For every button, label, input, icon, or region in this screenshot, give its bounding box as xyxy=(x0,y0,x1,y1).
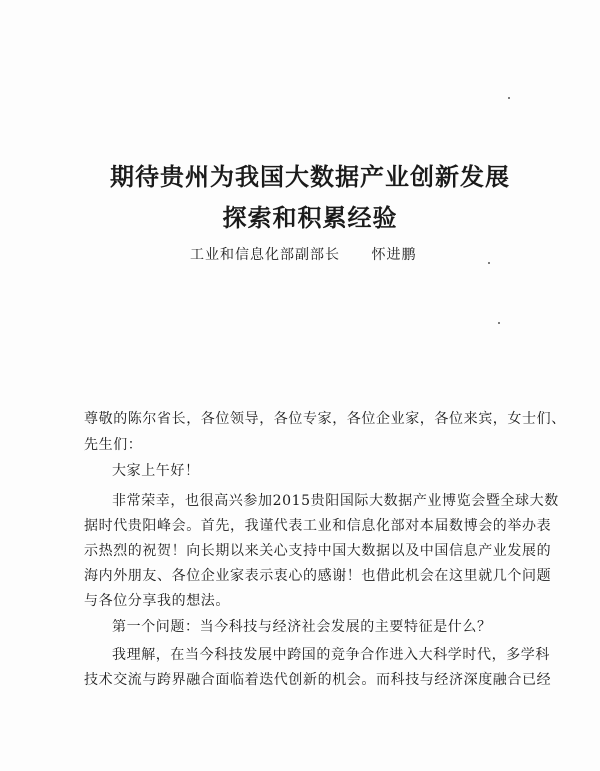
author-name: 怀进鹏 xyxy=(371,247,417,263)
paragraph-line: 技术交流与跨界融合面临着迭代创新的机会。而科技与经济深度融合已经 xyxy=(84,672,552,688)
salutation-line-1: 尊敬的陈尔省长，各位领导，各位专家，各位企业家，各位来宾，女士们、 xyxy=(84,411,566,427)
greeting-line: 大家上午好！ xyxy=(112,463,200,479)
scan-speck xyxy=(488,262,490,264)
byline xyxy=(190,244,416,264)
paragraph-line: 我理解，在当今科技发展中跨国的竞争合作进入大科学时代，多学科 xyxy=(112,647,550,663)
document-title-line-2: 探索和积累经验 xyxy=(222,203,398,232)
document-title-line-1: 期待贵州为我国大数据产业创新发展 xyxy=(110,162,510,191)
paragraph-line: 海内外朋友、各位企业家表示衷心的感谢！也借此机会在这里就几个问题 xyxy=(84,568,552,584)
question-heading: 第一个问题：当今科技与经济社会发展的主要特征是什么？ xyxy=(112,619,492,635)
scan-speck xyxy=(508,97,510,99)
scan-speck xyxy=(498,322,500,324)
paragraph-line: 与各位分享我的想法。 xyxy=(84,593,230,609)
salutation-line-2: 先生们： xyxy=(84,437,143,453)
paragraph-line: 据时代贵阳峰会。首先，我谨代表工业和信息化部对本届数博会的举办表 xyxy=(84,518,552,534)
paragraph-line: 非常荣幸，也很高兴参加2015贵阳国际大数据产业博览会暨全球大数 xyxy=(112,493,559,509)
paragraph-line: 示热烈的祝贺！向长期以来关心支持中国大数据以及中国信息产业发展的 xyxy=(84,543,552,559)
author-role: 工业和信息化部副部长 xyxy=(190,247,340,263)
